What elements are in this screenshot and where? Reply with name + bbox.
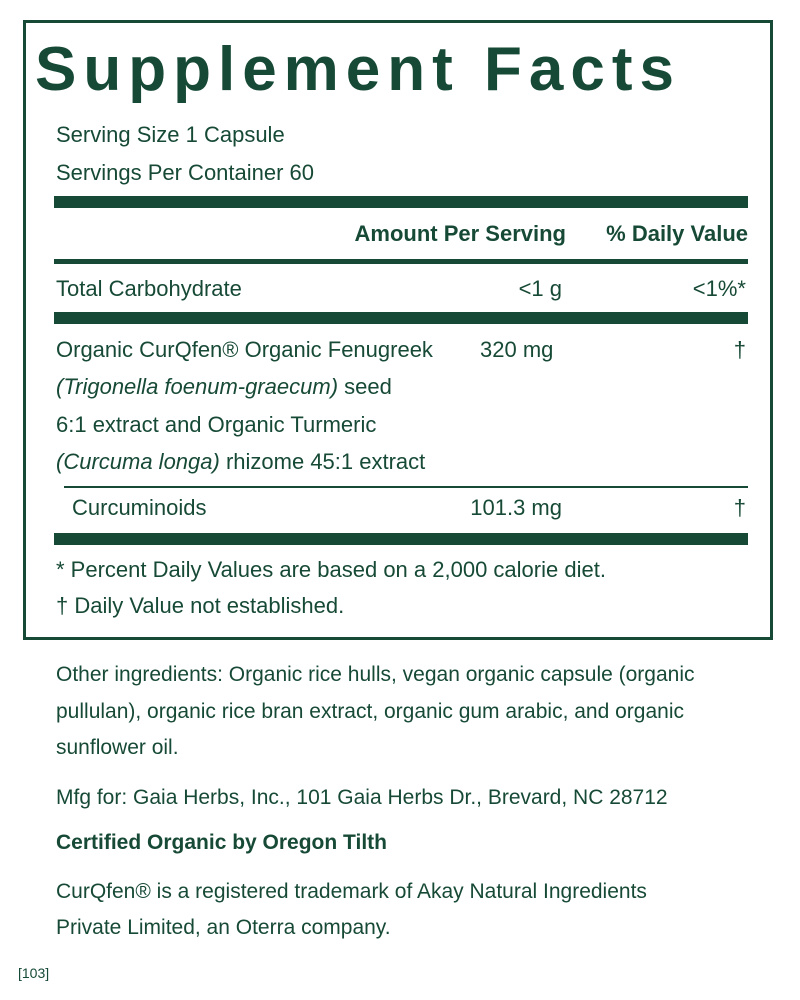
other-ingredients-line-3: sunflower oil. [56,736,179,759]
serving-size: Serving Size 1 Capsule [56,122,285,147]
botanical-name: (Curcuma longa) [56,449,220,474]
ingredient-part: rhizome 45:1 extract [219,449,426,474]
servings-per-container: Servings Per Container 60 [56,160,315,185]
ingredient-line-4 [56,448,425,476]
label-code: [103] [18,965,50,981]
thin-divider [64,486,748,488]
header-daily-value: % Daily Value [606,221,748,246]
ingredient-line-3: 6:1 extract and Organic Turmeric [56,412,377,437]
ingredient-part: seed [338,374,392,399]
manufacturer-info: Mfg for: Gaia Herbs, Inc., 101 Gaia Herbs Dr., Brevard, NC 28712 [56,786,668,809]
medium-divider [54,259,748,264]
botanical-name: (Trigonella foenum-graecum) [56,374,339,399]
ingredient-line-2 [56,373,392,401]
footnote-percent-daily-values: * Percent Daily Values are based on a 2,000 calorie diet. [56,557,606,582]
organic-certification: Certified Organic by Oregon Tilth [56,831,387,854]
sub-ingredient-daily-value: † [733,495,746,520]
thick-divider-bottom [54,533,748,545]
ingredient-amount: 320 mg [480,337,554,362]
supplement-facts-panel [23,20,773,640]
trademark-line-2: Private Limited, an Oterra company. [56,916,391,939]
header-amount-per-serving: Amount Per Serving [354,221,566,246]
ingredient-daily-value: † [733,337,746,362]
other-ingredients-line-2: pullulan), organic rice bran extract, organic gum arabic, and organic [56,700,685,723]
other-ingredients-line-1: Other ingredients: Organic rice hulls, vegan organic capsule (organic [56,663,695,686]
panel-title: Supplement Facts [35,35,681,104]
row-daily-value: <1%* [692,276,746,301]
thick-divider-middle [54,312,748,324]
ingredient-line-1: Organic CurQfen® Organic Fenugreek [56,337,433,362]
row-amount: <1 g [518,276,562,301]
sub-ingredient-name: Curcuminoids [72,495,207,520]
sub-ingredient-amount: 101.3 mg [470,495,562,520]
thick-divider-top [54,196,748,208]
row-name: Total Carbohydrate [56,276,242,301]
trademark-line-1: CurQfen® is a registered trademark of Akay Natural Ingredients [56,880,647,903]
footnote-dagger: † Daily Value not established. [56,593,345,618]
